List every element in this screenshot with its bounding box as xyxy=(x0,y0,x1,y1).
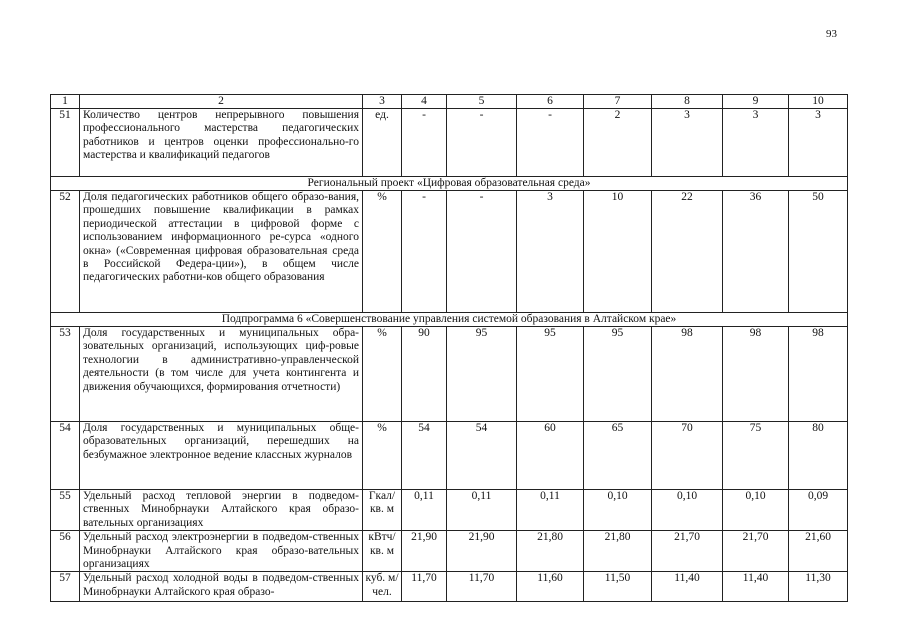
table-row xyxy=(51,572,848,602)
value-cell: 3 xyxy=(723,109,789,177)
indicator-description: Удельный расход холодной воды в подведом-ственных Минобрнауки Алтайского края образо- xyxy=(80,572,363,602)
column-header: 2 xyxy=(80,95,363,109)
table-header-row xyxy=(51,95,848,109)
value-cell: 21,80 xyxy=(517,531,584,572)
value-cell: 11,40 xyxy=(723,572,789,602)
value-cell: 0,10 xyxy=(584,490,652,531)
column-header: 6 xyxy=(517,95,584,109)
row-number: 51 xyxy=(51,109,80,177)
column-header: 4 xyxy=(402,95,447,109)
indicator-description: Удельный расход тепловой энергии в подведом-ственных Минобрнауки Алтайского края образо-вательных организациях xyxy=(80,490,363,531)
value-cell: - xyxy=(447,191,517,313)
column-header: 9 xyxy=(723,95,789,109)
value-cell: 95 xyxy=(517,327,584,422)
row-number: 57 xyxy=(51,572,80,602)
value-cell: 0,11 xyxy=(517,490,584,531)
indicator-description: Доля государственных и муниципальных обще-образовательных организаций, перешедших на безбумажное электронное ведение классных журналов xyxy=(80,422,363,490)
value-cell: 21,90 xyxy=(402,531,447,572)
value-cell: 3 xyxy=(652,109,723,177)
section-row xyxy=(51,313,848,327)
value-cell: 98 xyxy=(723,327,789,422)
value-cell: 10 xyxy=(584,191,652,313)
value-cell: 3 xyxy=(517,191,584,313)
value-cell: 2 xyxy=(584,109,652,177)
table-row xyxy=(51,191,848,313)
value-cell: 11,70 xyxy=(402,572,447,602)
value-cell: 21,80 xyxy=(584,531,652,572)
value-cell: 11,70 xyxy=(447,572,517,602)
unit-cell: % xyxy=(363,191,402,313)
column-header: 3 xyxy=(363,95,402,109)
table-row xyxy=(51,327,848,422)
value-cell: 22 xyxy=(652,191,723,313)
value-cell: 75 xyxy=(723,422,789,490)
value-cell: 11,40 xyxy=(652,572,723,602)
value-cell: 60 xyxy=(517,422,584,490)
value-cell: 98 xyxy=(652,327,723,422)
value-cell: 65 xyxy=(584,422,652,490)
table-row xyxy=(51,531,848,572)
unit-cell: % xyxy=(363,327,402,422)
unit-cell: куб. м/ чел. xyxy=(363,572,402,602)
row-number: 56 xyxy=(51,531,80,572)
value-cell: - xyxy=(517,109,584,177)
unit-cell: ед. xyxy=(363,109,402,177)
indicator-description: Доля государственных и муниципальных обра-зовательных организаций, использующих циф-ровые технологии в административно-управленческой деятельности (в том числе для учета контингента и движения обучающихся, формирования отчетности) xyxy=(80,327,363,422)
value-cell: 3 xyxy=(789,109,848,177)
value-cell: 0,10 xyxy=(652,490,723,531)
table-body xyxy=(51,95,848,602)
column-header: 10 xyxy=(789,95,848,109)
indicator-table xyxy=(50,94,848,602)
value-cell: 21,60 xyxy=(789,531,848,572)
table-row xyxy=(51,109,848,177)
column-header: 8 xyxy=(652,95,723,109)
value-cell: 21,70 xyxy=(652,531,723,572)
value-cell: 95 xyxy=(584,327,652,422)
value-cell: 21,90 xyxy=(447,531,517,572)
column-header: 7 xyxy=(584,95,652,109)
row-number: 55 xyxy=(51,490,80,531)
value-cell: 36 xyxy=(723,191,789,313)
value-cell: 21,70 xyxy=(723,531,789,572)
value-cell: - xyxy=(402,191,447,313)
value-cell: 11,60 xyxy=(517,572,584,602)
value-cell: 98 xyxy=(789,327,848,422)
row-number: 53 xyxy=(51,327,80,422)
unit-cell: % xyxy=(363,422,402,490)
row-number: 54 xyxy=(51,422,80,490)
indicator-description: Удельный расход электроэнергии в подведом-ственных Минобрнауки Алтайского края образо-вательных организациях xyxy=(80,531,363,572)
value-cell: 80 xyxy=(789,422,848,490)
unit-cell: Гкал/ кв. м xyxy=(363,490,402,531)
value-cell: 0,11 xyxy=(447,490,517,531)
table-row xyxy=(51,422,848,490)
section-title: Подпрограмма 6 «Совершенствование управления системой образования в Алтайском крае» xyxy=(51,313,848,327)
table-row xyxy=(51,490,848,531)
value-cell: 50 xyxy=(789,191,848,313)
row-number: 52 xyxy=(51,191,80,313)
section-title: Региональный проект «Цифровая образовательная среда» xyxy=(51,177,848,191)
column-header: 1 xyxy=(51,95,80,109)
value-cell: - xyxy=(447,109,517,177)
value-cell: 90 xyxy=(402,327,447,422)
value-cell: 0,09 xyxy=(789,490,848,531)
value-cell: 0,10 xyxy=(723,490,789,531)
indicator-description: Доля педагогических работников общего образо-вания, прошедших повышение квалификации в рамках периодической аттестации в цифровой форме с использованием информационного ре-сурса «одного окна» («Современная цифровая образовательная среда в Российской Федера-ции»), в общем числе педагогических работни-ков общего образования xyxy=(80,191,363,313)
value-cell: - xyxy=(402,109,447,177)
unit-cell: кВтч/ кв. м xyxy=(363,531,402,572)
value-cell: 0,11 xyxy=(402,490,447,531)
value-cell: 11,50 xyxy=(584,572,652,602)
value-cell: 54 xyxy=(447,422,517,490)
value-cell: 95 xyxy=(447,327,517,422)
value-cell: 11,30 xyxy=(789,572,848,602)
page-number: 93 xyxy=(826,28,837,40)
value-cell: 54 xyxy=(402,422,447,490)
section-row xyxy=(51,177,848,191)
column-header: 5 xyxy=(447,95,517,109)
value-cell: 70 xyxy=(652,422,723,490)
indicator-description: Количество центров непрерывного повышения профессионального мастерства педагогических работников и центров оценки профессионально-го мастерства и квалификаций педагогов xyxy=(80,109,363,177)
